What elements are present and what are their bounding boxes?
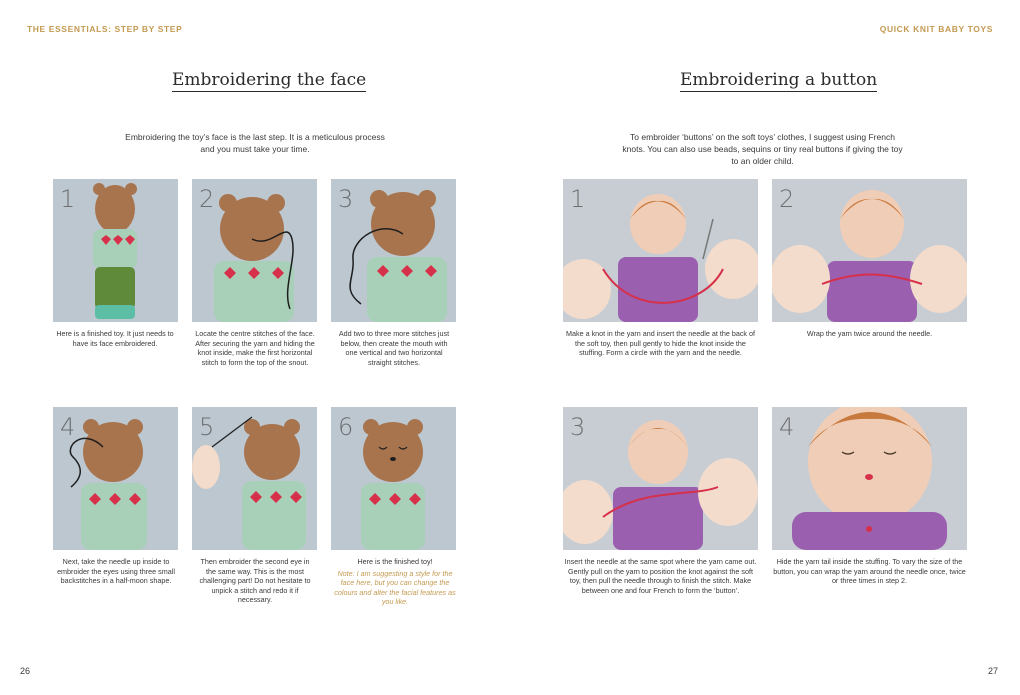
step-number: 1	[60, 185, 76, 213]
face-step-1-caption: Here is a finished toy. It just needs to have its face embroidered.	[56, 329, 174, 348]
step-number: 1	[570, 185, 586, 213]
step-number: 3	[570, 413, 586, 441]
button-step-2-caption: Wrap the yarn twice around the needle.	[806, 329, 933, 338]
button-section-title: Embroidering a button	[680, 70, 878, 90]
step-number: 5	[199, 413, 215, 441]
caption-text: Here is the finished toy!	[357, 557, 433, 566]
face-step-5-caption: Then embroider the second eye in the same way. This is the most challenging part! Do not hesitate to unpick a stitch and redo it if necessary.	[199, 557, 311, 605]
button-intro: To embroider ‘buttons’ on the soft toys’ clothes, I suggest using French knots. You can also use beads, sequins or tiny real buttons if giving the toy to an older child.	[622, 132, 903, 166]
face-intro: Embroidering the toy’s face is the last step. It is a meticulous process and you must take your time.	[125, 132, 385, 154]
step-number: 2	[199, 185, 215, 213]
doll-toy-image	[563, 407, 758, 550]
step-number: 4	[779, 413, 795, 441]
face-step-6-photo	[331, 407, 456, 550]
page-number-right: 27	[987, 666, 998, 676]
running-header-right: QUICK KNIT BABY TOYS	[879, 24, 993, 34]
face-step-3-caption: Add two to three more stitches just below, then create the mouth with one vertical and two horizontal straight stitches.	[338, 329, 450, 367]
button-step-2-photo	[772, 179, 967, 322]
doll-toy-image	[563, 179, 758, 322]
button-step-3-photo	[563, 407, 758, 550]
step-number: 2	[779, 185, 795, 213]
button-step-3-caption: Insert the needle at the same spot where the yarn came out. Gently pull on the yarn to position the knot against the soft toy, then pull the needle through to finish the stitch. Make between one and four French to form the ‘button’.	[564, 557, 757, 595]
step-number: 6	[338, 413, 354, 441]
face-step-2-caption: Locate the centre stitches of the face. After securing the yarn and hiding the knot inside, make the first horizontal stitch to form the top of the snout.	[195, 329, 315, 367]
step-number: 4	[60, 413, 76, 441]
doll-toy-image	[772, 407, 967, 550]
step-number: 3	[338, 185, 354, 213]
doll-toy-image	[772, 179, 967, 322]
face-step-1-photo	[53, 179, 178, 322]
note-text: Note: I am suggesting a style for the face here, but you can change the colours and alter the facial features as you like.	[334, 568, 456, 607]
page-number-left: 26	[20, 666, 31, 676]
button-step-1-caption: Make a knot in the yarn and insert the needle at the back of the soft toy, then pull gently to hide the knot inside the stuffing. Form a circle with the yarn and the needle.	[566, 329, 755, 358]
face-step-5-photo	[192, 407, 317, 550]
button-step-1-photo	[563, 179, 758, 322]
face-step-2-photo	[192, 179, 317, 322]
face-step-6-caption	[333, 557, 457, 607]
button-step-4-caption: Hide the yarn tail inside the stuffing. To vary the size of the button, you can wrap the yarn around the needle once, twice or three times in step 2.	[773, 557, 966, 586]
button-step-4-photo	[772, 407, 967, 550]
face-step-4-photo	[53, 407, 178, 550]
face-step-4-caption: Next, take the needle up inside to embroider the eyes using three small backstitches in a half-moon shape.	[57, 557, 175, 586]
running-header-left: THE ESSENTIALS: STEP BY STEP	[27, 24, 183, 34]
face-section-title: Embroidering the face	[172, 70, 367, 90]
face-step-3-photo	[331, 179, 456, 322]
